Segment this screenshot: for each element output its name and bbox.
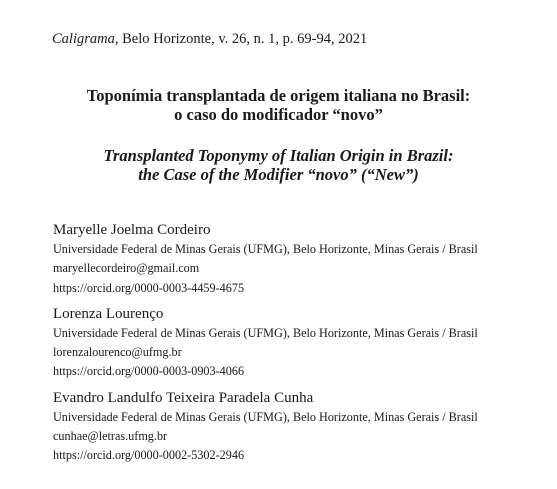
title-english-line-1: Transplanted Toponymy of Italian Origin in Brazil: (103, 146, 454, 165)
author-email[interactable]: maryellecordeiro@gmail.com (53, 261, 200, 276)
author-name: Maryelle Joelma Cordeiro (53, 222, 211, 238)
author-list (53, 220, 543, 472)
author-orcid-link[interactable]: https://orcid.org/0000-0003-4459-4675 (53, 280, 245, 295)
author-name: Lorenza Lourenço (53, 305, 164, 322)
citation-details: , Belo Horizonte, v. 26, n. 1, p. 69-94, 2021 (114, 31, 368, 47)
journal-citation (52, 30, 367, 48)
title-portuguese-line-2: o caso do modificador “novo” (174, 105, 383, 124)
author-entry (53, 304, 543, 382)
author-affiliation: Universidade Federal de Minas Gerais (UFMG), Belo Horizonte, Minas Gerais / Brasil (53, 409, 478, 424)
author-email[interactable]: cunhae@letras.ufmg.br (53, 429, 168, 444)
author-name: Evandro Landulfo Teixeira Paradela Cunha (53, 389, 314, 406)
title-portuguese-line-1: Toponímia transplantada de origem italiana no Brasil: (86, 86, 471, 105)
author-orcid-link[interactable]: https://orcid.org/0000-0002-5302-2946 (53, 448, 245, 463)
author-entry (53, 220, 543, 298)
author-orcid-link[interactable]: https://orcid.org/0000-0003-0903-4066 (53, 364, 245, 379)
author-email[interactable]: lorenzalourenco@ufmg.br (53, 345, 182, 360)
title-english (0, 146, 557, 184)
author-affiliation: Universidade Federal de Minas Gerais (UFMG), Belo Horizonte, Minas Gerais / Brasil (53, 242, 478, 256)
journal-name: Caligrama (52, 31, 115, 47)
author-affiliation: Universidade Federal de Minas Gerais (UFMG), Belo Horizonte, Minas Gerais / Brasil (53, 325, 478, 340)
title-portuguese (0, 86, 557, 124)
title-english-line-2: the Case of the Modifier “novo” (“New”) (138, 165, 419, 184)
author-entry (53, 388, 543, 466)
